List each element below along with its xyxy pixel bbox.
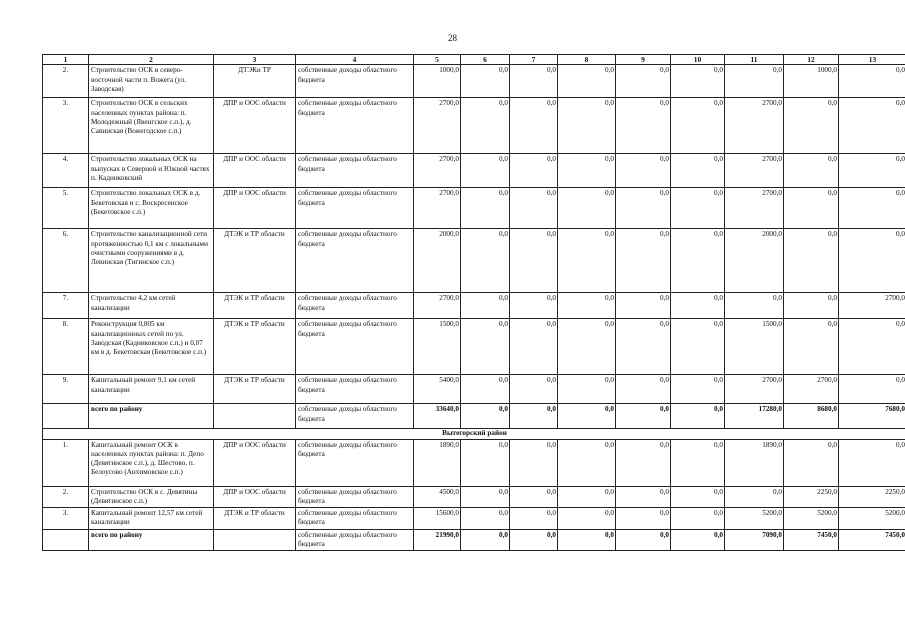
section-row xyxy=(43,429,905,439)
funding-value: 4500,0 xyxy=(414,486,461,507)
funding-value: 1000,0 xyxy=(414,65,461,98)
table-header-row xyxy=(43,55,905,65)
funding-value: 2250,0 xyxy=(839,486,905,507)
funding-value: 2000,0 xyxy=(414,229,461,293)
funding-value: 0,0 xyxy=(616,154,671,188)
funding-value: 0,0 xyxy=(558,486,616,507)
table-row xyxy=(43,188,905,229)
table-row xyxy=(43,486,905,507)
funding-value: 0,0 xyxy=(510,293,558,319)
responsible-agency: ДПР и ООС области xyxy=(214,486,296,507)
funding-value: 15600,0 xyxy=(414,508,461,529)
total-value: 0,0 xyxy=(616,529,671,550)
measure-name: Капитальный ремонт 12,57 км сетей канализации xyxy=(89,508,214,529)
funding-value: 0,0 xyxy=(671,188,725,229)
funding-value: 0,0 xyxy=(784,154,839,188)
responsible-agency: ДТЭК и ТР области xyxy=(214,319,296,375)
responsible-agency: ДПР и ООС области xyxy=(214,154,296,188)
total-value: 17280,0 xyxy=(725,404,784,429)
funding-value: 0,0 xyxy=(616,486,671,507)
row-number: 1. xyxy=(43,439,89,486)
funding-value: 0,0 xyxy=(616,229,671,293)
funding-value: 0,0 xyxy=(510,229,558,293)
funding-value: 0,0 xyxy=(510,65,558,98)
funding-value: 0,0 xyxy=(461,293,510,319)
funding-value: 5400,0 xyxy=(414,375,461,404)
page-number: 28 xyxy=(448,33,457,43)
funding-value: 0,0 xyxy=(784,293,839,319)
total-value: 0,0 xyxy=(461,404,510,429)
funding-value: 0,0 xyxy=(671,486,725,507)
funding-value: 1890,0 xyxy=(725,439,784,486)
measure-name: Строительство локальных ОСК в д. Бекетовская и с. Воскресенское (Бекетовское с.п.) xyxy=(89,188,214,229)
funding-value: 2700,0 xyxy=(414,188,461,229)
funding-value: 0,0 xyxy=(784,229,839,293)
column-header: 1 xyxy=(43,55,89,65)
funding-source: собственные доходы областного бюджета xyxy=(296,486,414,507)
funding-value: 0,0 xyxy=(671,98,725,154)
total-value: 0,0 xyxy=(510,404,558,429)
row-number: 2. xyxy=(43,486,89,507)
column-header: 8 xyxy=(558,55,616,65)
funding-value: 0,0 xyxy=(461,486,510,507)
total-value: 7450,0 xyxy=(839,529,905,550)
funding-value: 0,0 xyxy=(784,439,839,486)
column-header: 7 xyxy=(510,55,558,65)
responsible-agency: ДТЭК и ТР области xyxy=(214,229,296,293)
total-value: 0,0 xyxy=(671,404,725,429)
funding-value: 2250,0 xyxy=(784,486,839,507)
funding-value: 0,0 xyxy=(839,229,905,293)
total-empty-cell xyxy=(214,404,296,429)
funding-value: 5200,0 xyxy=(725,508,784,529)
district-total-row xyxy=(43,404,905,429)
funding-source: собственные доходы областного бюджета xyxy=(296,65,414,98)
column-header: 13 xyxy=(839,55,905,65)
column-header: 6 xyxy=(461,55,510,65)
funding-value: 0,0 xyxy=(784,319,839,375)
measure-name: Строительство ОСК в северо-восточной части п. Вожега (ул. Заводская) xyxy=(89,65,214,98)
funding-value: 0,0 xyxy=(510,486,558,507)
funding-source: собственные доходы областного бюджета xyxy=(296,508,414,529)
row-number: 4. xyxy=(43,154,89,188)
responsible-agency: ДТЭКи ТР xyxy=(214,65,296,98)
funding-value: 0,0 xyxy=(671,229,725,293)
funding-source: собственные доходы областного бюджета xyxy=(296,154,414,188)
total-empty-cell xyxy=(43,529,89,550)
funding-value: 0,0 xyxy=(461,188,510,229)
funding-value: 0,0 xyxy=(839,439,905,486)
funding-source: собственные доходы областного бюджета xyxy=(296,404,414,429)
measure-name: Строительство канализационной сети протяженностью 0,1 км с локальными очистными сооружениями в д. Левинская (Тигинское с.п.) xyxy=(89,229,214,293)
funding-value: 0,0 xyxy=(510,508,558,529)
funding-source: собственные доходы областного бюджета xyxy=(296,529,414,550)
funding-value: 0,0 xyxy=(461,439,510,486)
row-number: 8. xyxy=(43,319,89,375)
funding-value: 0,0 xyxy=(671,65,725,98)
funding-value: 0,0 xyxy=(671,375,725,404)
funding-value: 2700,0 xyxy=(839,293,905,319)
total-empty-cell xyxy=(214,529,296,550)
responsible-agency: ДТЭК и ТР области xyxy=(214,375,296,404)
funding-value: 0,0 xyxy=(558,229,616,293)
funding-value: 1500,0 xyxy=(414,319,461,375)
funding-value: 0,0 xyxy=(616,375,671,404)
total-value: 8680,0 xyxy=(784,404,839,429)
funding-source: собственные доходы областного бюджета xyxy=(296,319,414,375)
funding-value: 2700,0 xyxy=(725,188,784,229)
funding-value: 0,0 xyxy=(510,98,558,154)
funding-value: 2700,0 xyxy=(725,375,784,404)
funding-value: 0,0 xyxy=(461,154,510,188)
funding-value: 0,0 xyxy=(510,188,558,229)
measure-name: Строительство локальных ОСК на выпусках в Северной и Южной частях п. Кадниковский xyxy=(89,154,214,188)
total-label: всего по району xyxy=(89,529,214,550)
funding-value: 1500,0 xyxy=(725,319,784,375)
funding-source: собственные доходы областного бюджета xyxy=(296,98,414,154)
funding-value: 0,0 xyxy=(671,508,725,529)
funding-source: собственные доходы областного бюджета xyxy=(296,375,414,404)
row-number: 2. xyxy=(43,65,89,98)
funding-value: 0,0 xyxy=(461,65,510,98)
funding-value: 0,0 xyxy=(616,508,671,529)
funding-value: 0,0 xyxy=(558,439,616,486)
district-section-title: Вытегорский район xyxy=(43,429,905,439)
measure-name: Капитальный ремонт 9,1 км сетей канализации xyxy=(89,375,214,404)
funding-value: 2700,0 xyxy=(784,375,839,404)
table-row xyxy=(43,319,905,375)
funding-value: 0,0 xyxy=(461,375,510,404)
funding-value: 0,0 xyxy=(510,154,558,188)
table-row xyxy=(43,439,905,486)
funding-value: 0,0 xyxy=(784,98,839,154)
responsible-agency: ДТЭК и ТР области xyxy=(214,293,296,319)
funding-value: 0,0 xyxy=(616,293,671,319)
column-header: 9 xyxy=(616,55,671,65)
row-number: 7. xyxy=(43,293,89,319)
funding-value: 2700,0 xyxy=(414,293,461,319)
funding-source: собственные доходы областного бюджета xyxy=(296,229,414,293)
column-header: 12 xyxy=(784,55,839,65)
funding-value: 0,0 xyxy=(839,375,905,404)
total-value: 21990,0 xyxy=(414,529,461,550)
total-value: 0,0 xyxy=(461,529,510,550)
funding-value: 0,0 xyxy=(616,98,671,154)
funding-value: 0,0 xyxy=(558,508,616,529)
funding-value: 0,0 xyxy=(558,375,616,404)
column-header: 5 xyxy=(414,55,461,65)
funding-value: 0,0 xyxy=(784,188,839,229)
funding-value: 2000,0 xyxy=(725,229,784,293)
funding-value: 0,0 xyxy=(461,98,510,154)
table-row xyxy=(43,508,905,529)
funding-value: 0,0 xyxy=(510,319,558,375)
funding-value: 0,0 xyxy=(839,65,905,98)
funding-value: 0,0 xyxy=(461,319,510,375)
column-header: 3 xyxy=(214,55,296,65)
responsible-agency: ДПР и ООС области xyxy=(214,439,296,486)
total-label: всего по району xyxy=(89,404,214,429)
funding-value: 0,0 xyxy=(558,293,616,319)
funding-value: 0,0 xyxy=(616,319,671,375)
total-value: 0,0 xyxy=(558,404,616,429)
funding-value: 0,0 xyxy=(671,154,725,188)
funding-value: 5200,0 xyxy=(839,508,905,529)
funding-value: 1000,0 xyxy=(784,65,839,98)
funding-value: 0,0 xyxy=(461,508,510,529)
funding-value: 0,0 xyxy=(839,319,905,375)
funding-value: 0,0 xyxy=(839,154,905,188)
district-total-row xyxy=(43,529,905,550)
funding-value: 0,0 xyxy=(616,188,671,229)
funding-value: 0,0 xyxy=(839,188,905,229)
funding-value: 0,0 xyxy=(671,293,725,319)
funding-value: 0,0 xyxy=(725,65,784,98)
total-value: 0,0 xyxy=(671,529,725,550)
funding-value: 0,0 xyxy=(558,188,616,229)
funding-value: 0,0 xyxy=(510,375,558,404)
total-value: 0,0 xyxy=(616,404,671,429)
table-row xyxy=(43,98,905,154)
funding-value: 0,0 xyxy=(671,439,725,486)
funding-value: 0,0 xyxy=(616,439,671,486)
total-value: 33640,0 xyxy=(414,404,461,429)
funding-value: 2700,0 xyxy=(414,154,461,188)
row-number: 3. xyxy=(43,98,89,154)
responsible-agency: ДТЭК и ТР области xyxy=(214,508,296,529)
column-header: 11 xyxy=(725,55,784,65)
table-row xyxy=(43,154,905,188)
funding-value: 2700,0 xyxy=(725,154,784,188)
column-header: 4 xyxy=(296,55,414,65)
responsible-agency: ДПР и ООС области xyxy=(214,98,296,154)
funding-source: собственные доходы областного бюджета xyxy=(296,439,414,486)
column-header: 10 xyxy=(671,55,725,65)
measure-name: Строительство ОСК в с. Девятины (Девятинское с.п.) xyxy=(89,486,214,507)
row-number: 6. xyxy=(43,229,89,293)
column-header: 2 xyxy=(89,55,214,65)
funding-value: 0,0 xyxy=(558,319,616,375)
funding-value: 0,0 xyxy=(616,65,671,98)
table-row xyxy=(43,65,905,98)
funding-value: 0,0 xyxy=(558,65,616,98)
funding-value: 0,0 xyxy=(839,98,905,154)
responsible-agency: ДПР и ООС области xyxy=(214,188,296,229)
budget-table xyxy=(42,54,905,551)
total-value: 7450,0 xyxy=(784,529,839,550)
measure-name: Строительство 4,2 км сетей канализации xyxy=(89,293,214,319)
table-row xyxy=(43,229,905,293)
total-value: 0,0 xyxy=(510,529,558,550)
table-row xyxy=(43,375,905,404)
funding-value: 0,0 xyxy=(725,486,784,507)
funding-value: 1890,0 xyxy=(414,439,461,486)
row-number: 5. xyxy=(43,188,89,229)
total-value: 7680,0 xyxy=(839,404,905,429)
funding-source: собственные доходы областного бюджета xyxy=(296,188,414,229)
row-number: 9. xyxy=(43,375,89,404)
total-value: 7090,0 xyxy=(725,529,784,550)
measure-name: Строительство ОСК в сельских населенных пунктах района: п. Молодежный (Явенгское с.п.), д. Савинская (Вожегодское с.п.) xyxy=(89,98,214,154)
measure-name: Реконструкция 0,805 км канализационных сетей по ул. Заводская (Кадниковское с.п.) и 0,07 км в д. Бекетовская (Бекетовское с.п.) xyxy=(89,319,214,375)
funding-value: 0,0 xyxy=(461,229,510,293)
funding-value: 0,0 xyxy=(725,293,784,319)
total-value: 0,0 xyxy=(558,529,616,550)
funding-source: собственные доходы областного бюджета xyxy=(296,293,414,319)
funding-value: 2700,0 xyxy=(725,98,784,154)
total-empty-cell xyxy=(43,404,89,429)
funding-value: 5200,0 xyxy=(784,508,839,529)
funding-value: 0,0 xyxy=(510,439,558,486)
funding-value: 2700,0 xyxy=(414,98,461,154)
funding-value: 0,0 xyxy=(671,319,725,375)
measure-name: Капитальный ремонт ОСК в населенных пунктах района: п. Депо (Девятинское с.п.), д. Шестово, п. Белоусово (Анхимовское с.п.) xyxy=(89,439,214,486)
funding-value: 0,0 xyxy=(558,154,616,188)
funding-value: 0,0 xyxy=(558,98,616,154)
row-number: 3. xyxy=(43,508,89,529)
table-row xyxy=(43,293,905,319)
